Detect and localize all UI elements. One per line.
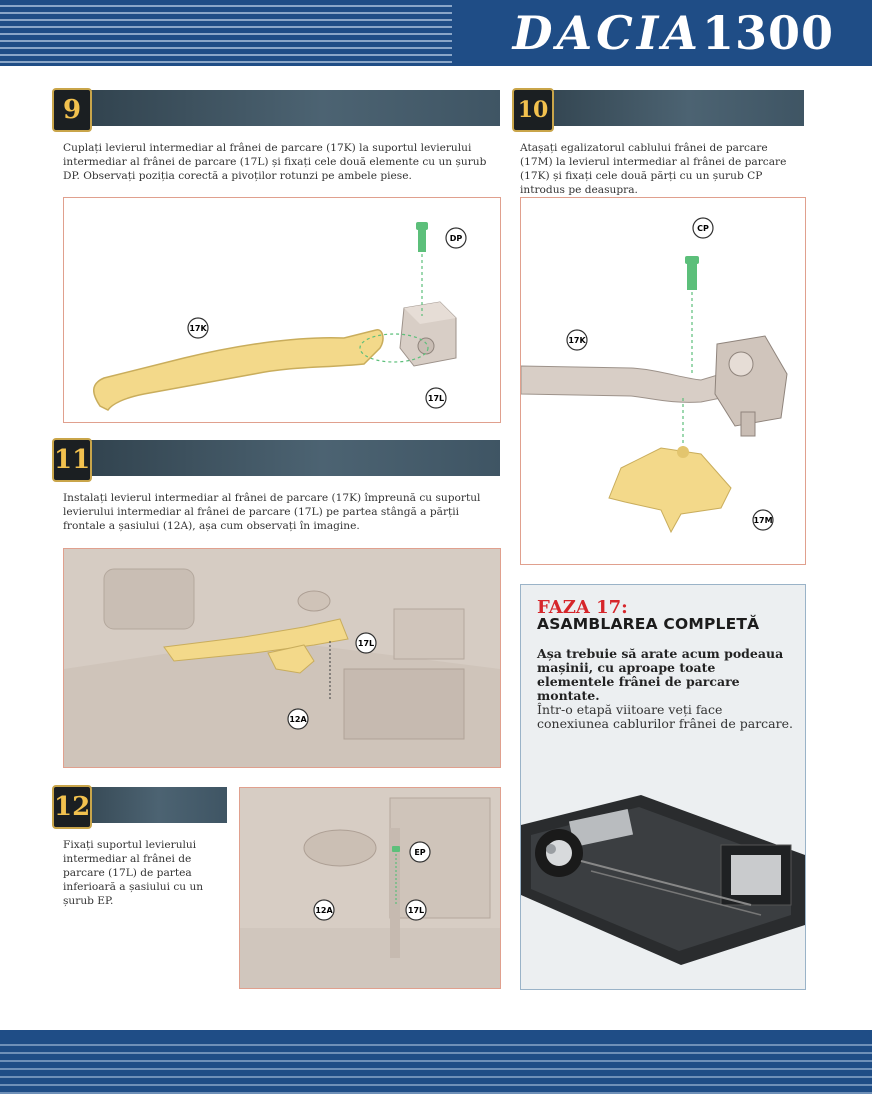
step-12-image (239, 787, 501, 989)
label-cp: CP (697, 224, 709, 233)
step-10-image (520, 197, 806, 565)
label-17m: 17M (753, 516, 773, 525)
chassis-image (521, 775, 805, 975)
step-10-bar (516, 90, 804, 126)
step-9-image (63, 197, 501, 423)
step-number: 11 (52, 438, 92, 482)
phase-subtitle: ASAMBLAREA COMPLETĂ (537, 615, 760, 633)
brand-number: 1300 (701, 6, 834, 60)
step-number: 9 (52, 88, 92, 132)
step-11-bar (56, 440, 500, 476)
label-17k: 17K (189, 324, 207, 333)
page-header (0, 0, 872, 66)
label-dp: DP (449, 234, 463, 243)
step-9-text: Cuplați levierul intermediar al frânei de parcare (17K) la suportul levierului intermediar al frânei de parcare (17L) și fixați cele două elemente cu un șurub DP. Observați poziția corectă a pivoților rotunzi pe ambele piese. (63, 142, 487, 182)
step-10-text: Atașați egalizatorul cablului frânei de parcare (17M) la levierul intermediar al frânei de parcare (17K) și fixați cele două părți cu un șurub CP introdus pe deasupra. (520, 142, 787, 196)
step-11-text: Instalați levierul intermediar al frânei de parcare (17K) împreună cu suportul levierului intermediar al frânei de parcare (17L) pe partea stângă a părții frontale a șasiului (12A), așa cum observați în imagine. (63, 492, 481, 532)
footer-stripes (0, 1038, 872, 1094)
step-number: 12 (52, 785, 92, 829)
label-ep: EP (414, 848, 426, 857)
step-12-text: Fixați suportul levierului intermediar al frânei de parcare (17L) de partea inferioară a șasiului cu un șurub EP. (63, 839, 204, 907)
step-number: 10 (512, 88, 554, 132)
phase-summary-box (520, 584, 806, 990)
label-17k: 17K (568, 336, 586, 345)
step-12-bar (56, 787, 227, 823)
header-stripes (0, 0, 452, 66)
phase-bold-text: Așa trebuie să arate acum podeaua mașinii, cu aproape toate elementele frânei de parcare montate. (537, 646, 784, 703)
step-9-bar (56, 90, 500, 126)
label-17l: 17L (427, 394, 445, 403)
step-11-image (63, 548, 501, 768)
label-17l: 17L (407, 906, 425, 915)
phase-text: Într-o etapă viitoare veți face conexiunea cablurilor frânei de parcare. (537, 702, 793, 731)
label-12a: 12A (289, 715, 307, 724)
label-17l: 17L (357, 639, 375, 648)
label-12a: 12A (315, 906, 333, 915)
phase-title: FAZA 17: (537, 597, 628, 618)
brand-word: DACIA (512, 6, 702, 60)
brand-logo (513, 6, 834, 60)
